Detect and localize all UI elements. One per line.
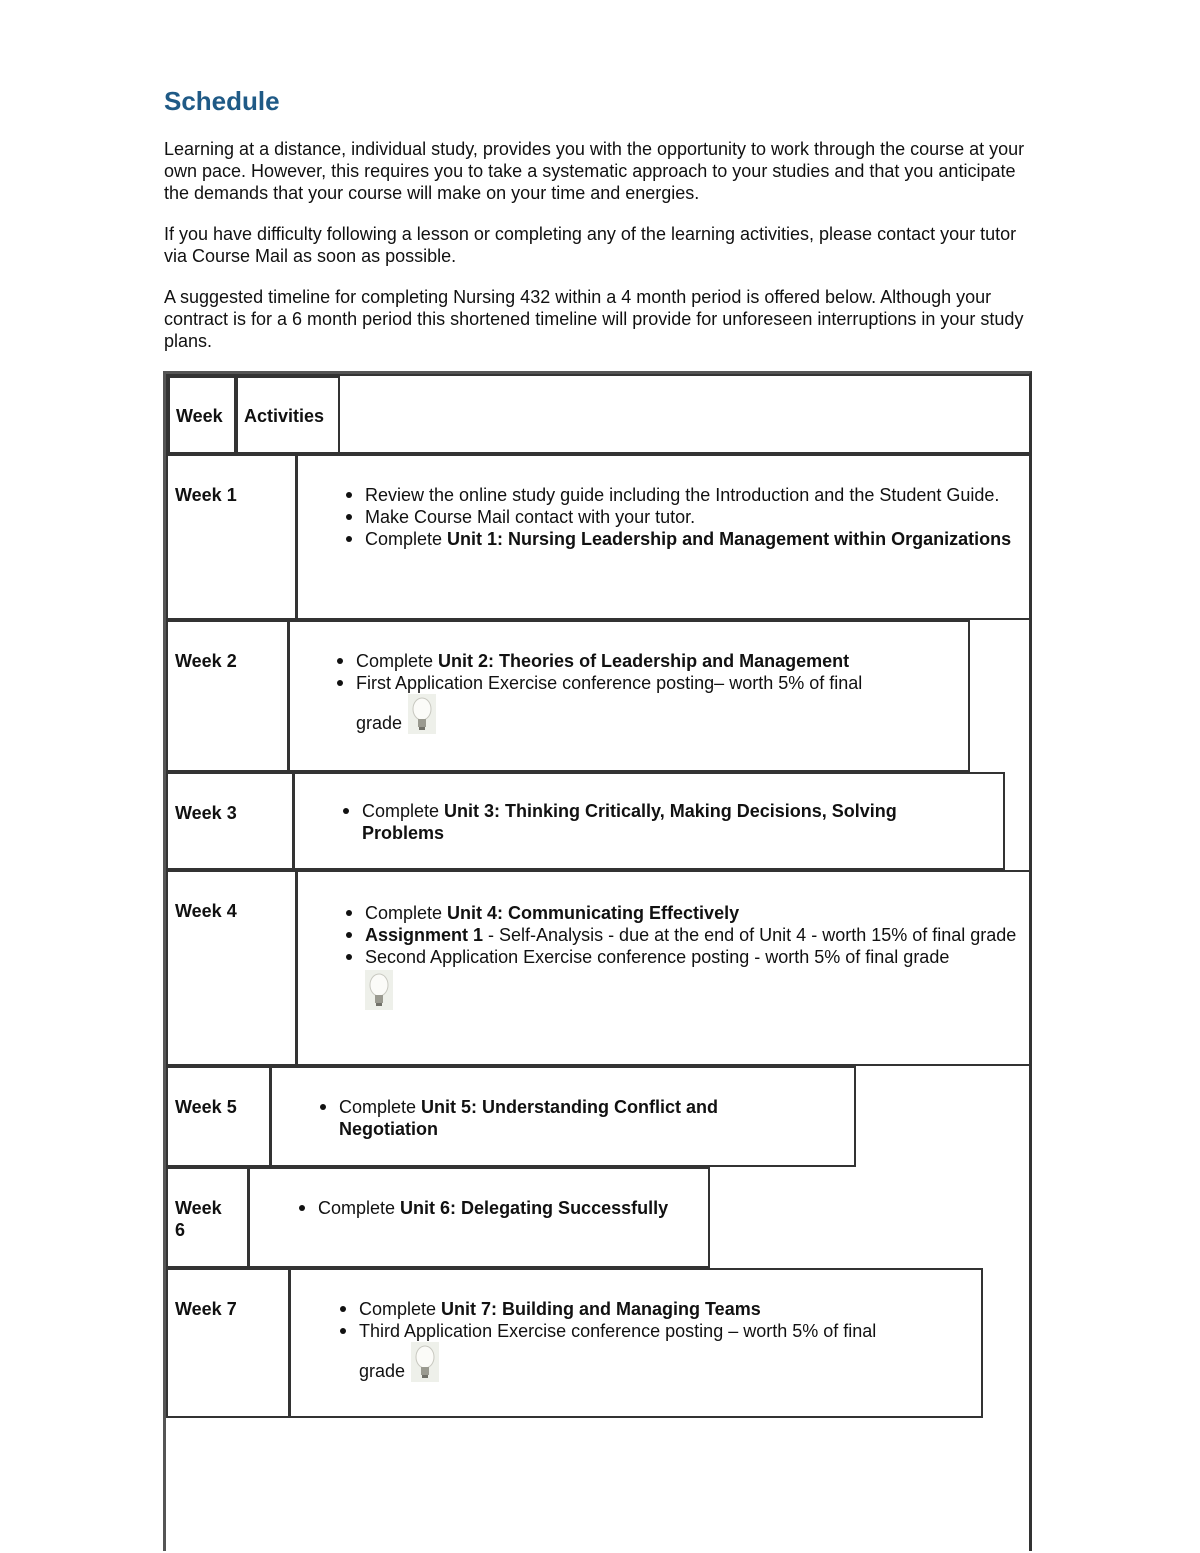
week-label-7: Week 7 — [175, 1299, 237, 1319]
list-item: Complete Unit 3: Thinking Critically, Making Decisions, Solving Problems — [362, 800, 962, 844]
list-item: Complete Unit 7: Building and Managing Teams — [359, 1298, 969, 1320]
week-label-6: Week 6 — [175, 1198, 222, 1240]
week-label-2: Week 2 — [175, 651, 237, 671]
list-item: Complete Unit 1: Nursing Leadership and Management within Organizations — [365, 528, 1015, 550]
list-item: Complete Unit 4: Communicating Effectively — [365, 902, 1025, 924]
activity-list-5 — [339, 1096, 779, 1140]
header-activities-label: Activities — [244, 406, 325, 426]
intro-paragraph-1: Learning at a distance, individual study, provides you with the opportunity to work through the course at your own pace. However, this requires you to take a systematic approach to your studies and that you anticipate the demands that your course will make on your time and energies. — [164, 139, 1025, 203]
activities-cell-1 — [296, 454, 1032, 620]
list-item: Second Application Exercise conference posting - worth 5% of final grade — [365, 946, 1025, 1010]
intro-paragraph-2: If you have difficulty following a lesson or completing any of the learning activities, please contact your tutor via Course Mail as soon as possible. — [164, 224, 1017, 266]
week-label-5: Week 5 — [175, 1097, 237, 1117]
week-cell-7 — [166, 1268, 290, 1418]
activity-list-6 — [318, 1197, 708, 1219]
activities-cell-5 — [270, 1066, 856, 1167]
week-cell-1 — [166, 454, 297, 620]
activities-cell-6 — [248, 1167, 710, 1268]
activities-cell-2 — [288, 620, 970, 772]
week-label-4: Week 4 — [175, 901, 237, 921]
lightbulb-icon — [365, 970, 393, 1010]
activities-cell-3 — [293, 772, 1005, 870]
list-item: Complete Unit 5: Understanding Conflict and Negotiation — [339, 1096, 779, 1140]
week-label-3: Week 3 — [175, 803, 237, 823]
week-cell-4 — [166, 870, 297, 1066]
header-week-label: Week — [176, 406, 223, 426]
list-item: Complete Unit 6: Delegating Successfully — [318, 1197, 708, 1219]
list-item: Third Application Exercise conference posting – worth 5% of final grade — [359, 1320, 969, 1382]
lightbulb-icon — [408, 694, 436, 734]
list-item: Complete Unit 2: Theories of Leadership and Management — [356, 650, 956, 672]
activity-list-4 — [365, 902, 1025, 1010]
header-week — [168, 376, 236, 454]
activity-list-2 — [356, 650, 956, 734]
activity-list-1 — [365, 484, 1015, 550]
header-activities — [236, 376, 340, 454]
activity-list-7 — [359, 1298, 969, 1382]
page-title: Schedule — [164, 86, 280, 116]
week-cell-5 — [166, 1066, 271, 1167]
activities-cell-4 — [296, 870, 1032, 1066]
activity-list-3 — [362, 800, 962, 844]
lightbulb-icon — [411, 1342, 439, 1382]
list-item: Make Course Mail contact with your tutor. — [365, 506, 1015, 528]
list-item: Review the online study guide including the Introduction and the Student Guide. — [365, 484, 1015, 506]
week-cell-2 — [166, 620, 289, 772]
activities-cell-7 — [289, 1268, 983, 1418]
list-item: First Application Exercise conference posting– worth 5% of final grade — [356, 672, 956, 734]
week-cell-3 — [166, 772, 294, 870]
week-cell-6 — [166, 1167, 249, 1268]
list-item: Assignment 1 - Self-Analysis - due at the end of Unit 4 - worth 15% of final grade — [365, 924, 1025, 946]
week-label-1: Week 1 — [175, 485, 237, 505]
intro-paragraph-3: A suggested timeline for completing Nursing 432 within a 4 month period is offered below. Although your contract is for a 6 month period this shortened timeline will provide for unforeseen interruptions in your study plans. — [164, 287, 1024, 351]
